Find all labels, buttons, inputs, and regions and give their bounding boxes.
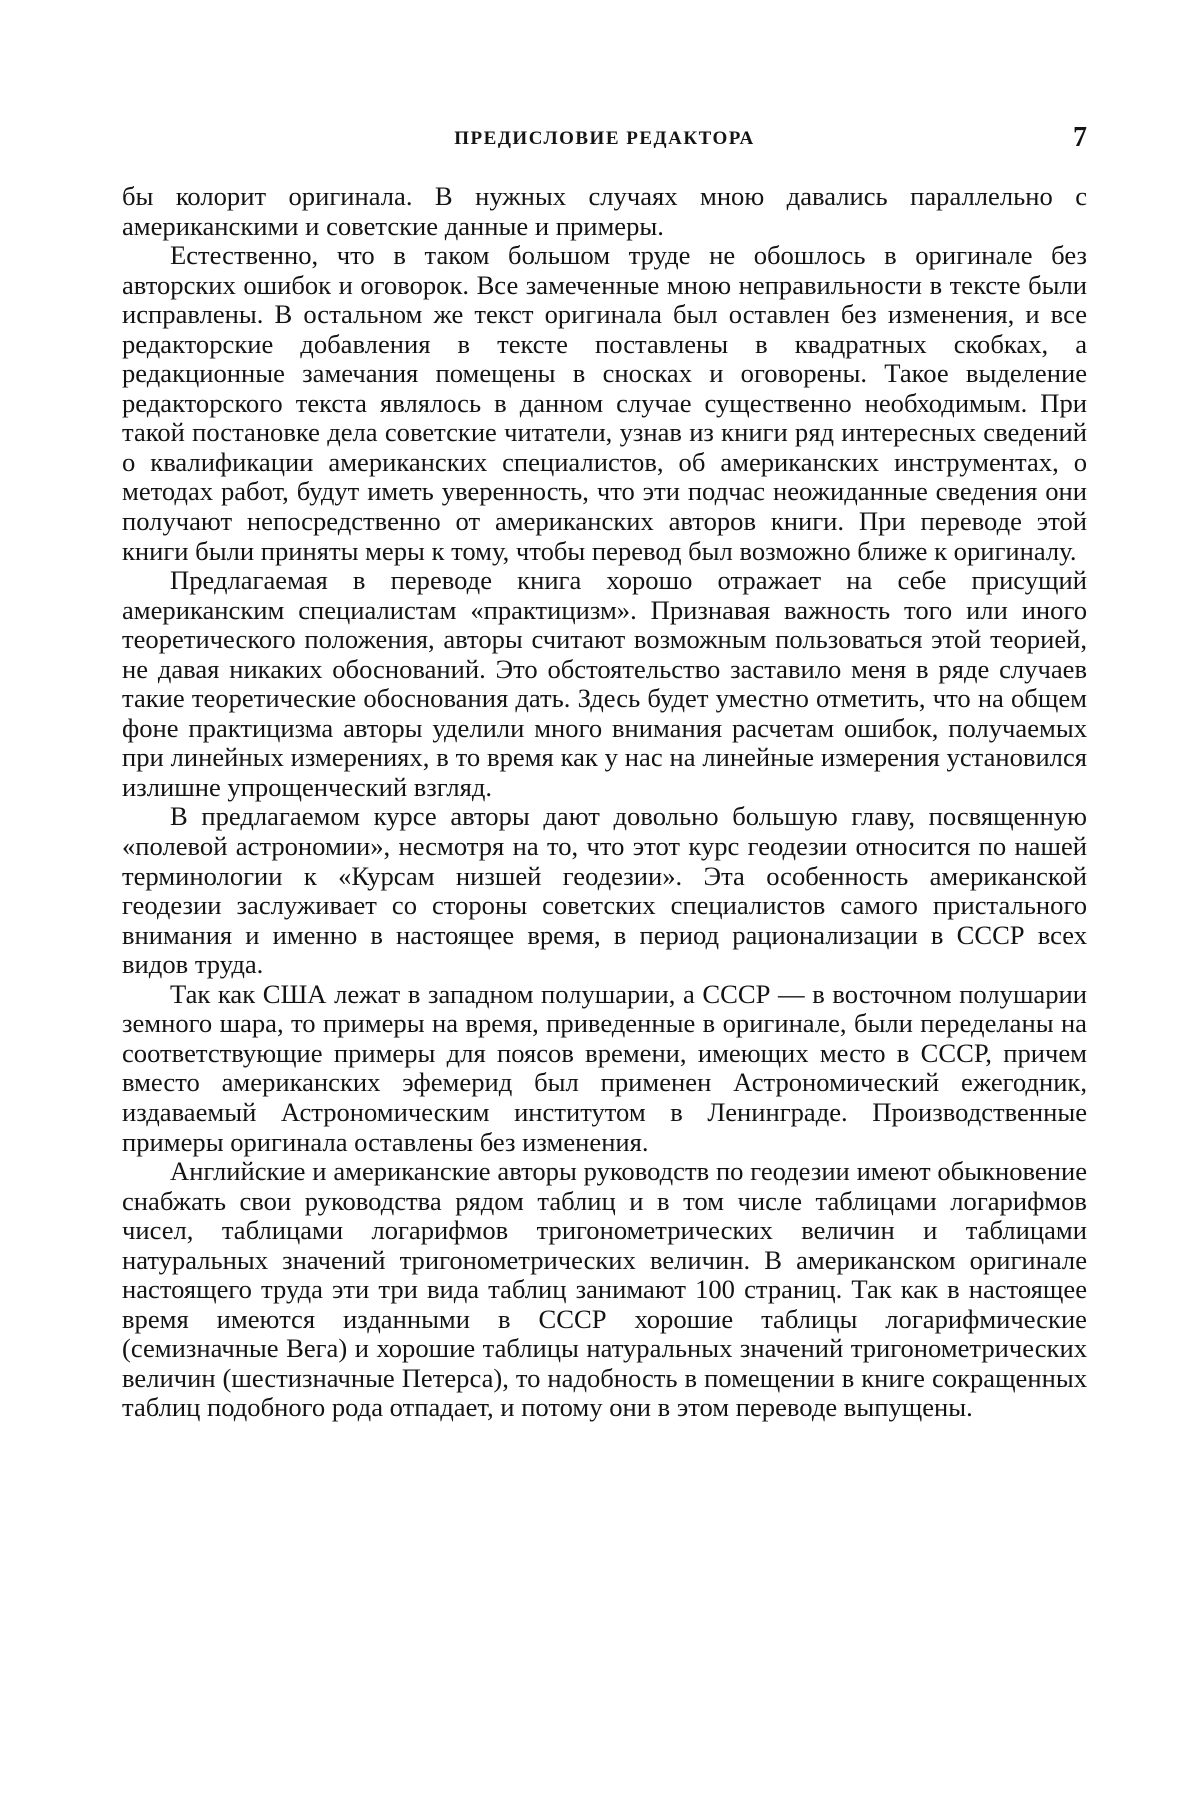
paragraph-continuation: бы колорит оригинала. В нужных случаях мною давались параллельно с американскими и советские данные и примеры. xyxy=(122,181,1087,241)
page-number: 7 xyxy=(1073,122,1087,153)
paragraph: Английские и американские авторы руководств по геодезии имеют обыкновение снабжать свои руководства рядом таблиц и в том числе таблицами логарифмов чисел, таблицами логарифмов тригонометрических величин и таблицами натуральных значений тригонометрических величин. В американском оригинале настоящего труда эти три вида таблиц занимают 100 страниц. Так как в настоящее время имеются изданными в СССР хорошие таблицы логарифмические (семизначные Вега) и хорошие таблицы натуральных значений тригонометрических величин (шестизначные Петерса), то надобность в помещении в книге сокращенных таблиц подобного рода отпадает, и потому они в этом переводе выпущены. xyxy=(122,1156,1087,1423)
running-head xyxy=(122,122,1087,156)
paragraph: Предлагаемая в переводе книга хорошо отражает на себе присущий американским специалистам «практицизм». Признавая важность того или иного теоретического положения, авторы считают возможным пользоваться этой теорией, не давая никаких обоснований. Это обстоятельство заставило меня в ряде случаев такие теоретические обоснования дать. Здесь будет уместно отметить, что на общем фоне практицизма авторы уделили много внимания расчетам ошибок, получаемых при линейных измерениях, в то время как у нас на линейные измерения установился излишне упрощенческий взгляд. xyxy=(122,565,1087,802)
body-text xyxy=(122,182,1087,1423)
paragraph: Так как США лежат в западном полушарии, а СССР — в восточном полушарии земного шара, то примеры на время, приведенные в оригинале, были переделаны на соответствующие примеры для поясов времени, имеющих место в СССР, причем вместо американских эфемерид был применен Астрономический ежегодник, издаваемый Астрономическим институтом в Ленинграде. Производственные примеры оригинала оставлены без изменения. xyxy=(122,978,1087,1157)
paragraph: В предлагаемом курсе авторы дают довольно большую главу, посвященную «полевой астрономии», несмотря на то, что этот курс геодезии относится по нашей терминологии к «Курсам низшей геодезии». Эта особенность американской геодезии заслуживает со стороны советских специалистов самого пристального внимания и именно в настоящее время, в период рационализации в СССР всех видов труда. xyxy=(122,801,1087,980)
paragraph: Естественно, что в таком большом труде не обошлось в оригинале без авторских ошибок и оговорок. Все замеченные мною неправильности в тексте были исправлены. В остальном же текст оригинала был оставлен без изменения, и все редакторские добавления в тексте поставлены в квадратных скобках, а редакционные замечания помещены в сносках и оговорены. Такое выделение редакторского текста являлось в данном случае существенно необходимым. При такой постановке дела советские читатели, узнав из книги ряд интересных сведений о квалификации американских специалистов, об американских инструментах, о методах работ, будут иметь уверенность, что эти подчас неожиданные сведения они получают непосредственно от американских авторов книги. При переводе этой книги были приняты меры к тому, чтобы перевод был возможно ближе к оригиналу. xyxy=(122,240,1087,566)
running-title: ПРЕДИСЛОВИЕ РЕДАКТОРА xyxy=(454,128,755,149)
